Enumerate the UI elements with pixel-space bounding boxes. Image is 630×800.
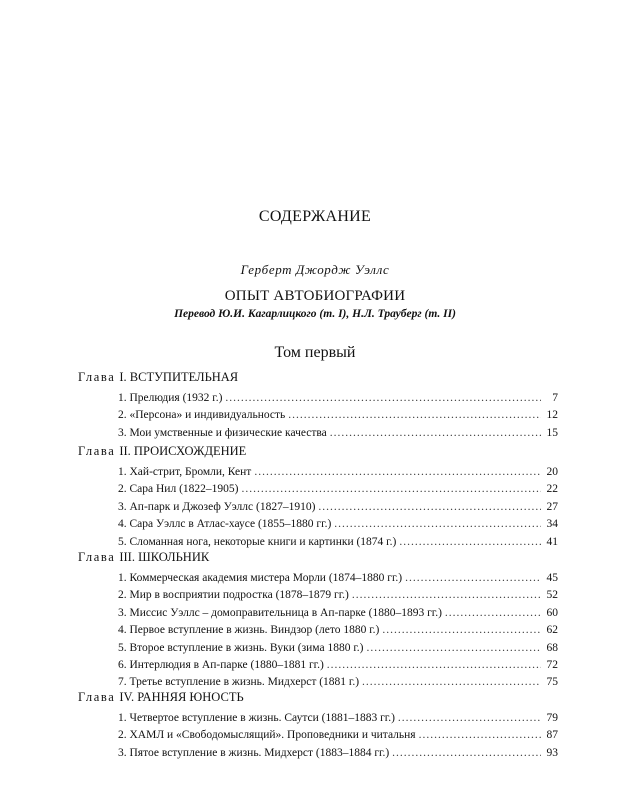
toc-entry[interactable] [118,605,558,622]
entry-page-number: 68 [546,641,558,654]
chapter-4 [78,688,558,762]
dot-leader [254,464,541,481]
entry-title: 1. Хай-стрит, Бромли, Кент [118,466,252,478]
chapter-title [78,688,558,706]
toc-entry[interactable] [118,745,558,762]
dot-leader [405,570,541,587]
chapter-title [78,442,558,460]
toc-entry[interactable] [118,640,558,657]
dot-leader [445,605,541,622]
dot-leader [334,516,541,533]
dot-leader [419,727,541,744]
toc-entry[interactable] [118,499,558,516]
author-name: Герберт Джордж Уэллс [240,262,390,277]
chapter-word: Глава [78,370,116,384]
entry-title: 2. Мир в восприятии подростка (1878–1879 гг.) [118,589,349,602]
toc-entry[interactable] [118,407,558,424]
entry-title: 3. Ап-парк и Джозеф Уэллс (1827–1910) [118,500,316,513]
dot-leader [382,622,541,639]
entry-title: 5. Сломанная нога, некоторые книги и картинки (1874 г.) [118,535,397,548]
dot-leader [366,640,541,657]
dot-leader [352,587,541,604]
dot-leader [225,390,541,407]
translators-line: Перевод Ю.И. Кагарлицкого (т. I), Н.Л. Трауберг (т. II) [174,308,456,320]
toc-entry[interactable] [118,390,558,407]
toc-entry[interactable] [118,587,558,604]
chapter-word: Глава [78,550,116,564]
chapter-word: Глава [78,444,116,458]
entry-page-number: 41 [546,535,558,548]
chapter-title [78,368,558,386]
entry-title: 1. Коммерческая академия мистера Морли (1874–1880 гг.) [118,572,403,584]
toc-entry[interactable] [118,464,558,481]
chapter-name: I. ВСТУПИТЕЛЬНАЯ [119,370,239,384]
entry-title: 1. Четвертое вступление в жизнь. Саутси (1881–1883 гг.) [118,712,395,724]
chapter-3 [78,548,558,692]
entry-page-number: 27 [546,500,558,513]
entry-title: 3. Пятое вступление в жизнь. Мидхерст (1883–1884 гг.) [118,746,390,759]
chapter-1 [78,368,558,442]
entry-title: 2. «Персона» и индивидуальность [118,409,286,422]
entry-title: 4. Первое вступление в жизнь. Виндзор (лето 1880 г.) [118,624,380,637]
dot-leader [398,710,541,727]
dot-leader [327,657,541,674]
chapter-entries [118,570,558,692]
entry-page-number: 52 [546,589,558,602]
entry-page-number: 12 [546,409,558,422]
chapter-title [78,548,558,566]
toc-entry[interactable] [118,657,558,674]
entry-title: 5. Второе вступление в жизнь. Вуки (зима 1880 г.) [118,641,364,654]
chapter-entries [118,710,558,762]
entry-title: 4. Сара Уэллс в Атлас-хаусе (1855–1880 гг.) [118,518,332,531]
chapter-name: II. ПРОИСХОЖДЕНИЕ [119,444,247,458]
entry-title: 7. Третье вступление в жизнь. Мидхерст (1881 г.) [118,676,360,689]
book-title: ОПЫТ АВТОБИОГРАФИИ [224,288,406,304]
entry-page-number: 75 [546,676,558,689]
chapter-name: III. ШКОЛЬНИК [119,550,210,564]
volume-title: Том первый [274,344,356,361]
chapter-entries [118,390,558,442]
entry-title: 1. Прелюдия (1932 г.) [118,392,223,404]
dot-leader [242,481,542,498]
entry-page-number: 7 [552,392,558,404]
entry-page-number: 15 [546,426,558,439]
chapter-word: Глава [78,690,116,704]
entry-page-number: 62 [546,624,558,637]
entry-page-number: 72 [546,658,558,671]
toc-entry[interactable] [118,710,558,727]
entry-title: 2. ХАМЛ и «Свободомыслящий». Проповедники и читальня [118,729,416,742]
chapter-name: IV. РАННЯЯ ЮНОСТЬ [119,690,244,704]
toc-entry[interactable] [118,516,558,533]
toc-entry[interactable] [118,425,558,442]
entry-page-number: 79 [546,712,558,724]
toc-entry[interactable] [118,727,558,744]
entry-page-number: 60 [546,606,558,619]
chapter-entries [118,464,558,551]
contents-heading: СОДЕРЖАНИЕ [258,208,372,225]
entry-title: 6. Интерлюдия в Ап-парке (1880–1881 гг.) [118,658,324,671]
toc-entry[interactable] [118,481,558,498]
dot-leader [330,425,541,442]
chapter-2 [78,442,558,551]
entry-page-number: 20 [546,466,558,478]
entry-page-number: 87 [546,729,558,742]
toc-entry[interactable] [118,622,558,639]
entry-title: 3. Миссис Уэллс – домоправительница в Ап-парке (1880–1893 гг.) [118,606,442,619]
entry-title: 2. Сара Нил (1822–1905) [118,483,239,496]
entry-page-number: 93 [546,746,558,759]
entry-page-number: 34 [546,518,558,531]
dot-leader [288,407,541,424]
dot-leader [392,745,541,762]
dot-leader [318,499,541,516]
entry-page-number: 45 [546,572,558,584]
entry-title: 3. Мои умственные и физические качества [118,426,327,439]
toc-entry[interactable] [118,570,558,587]
entry-page-number: 22 [546,483,558,496]
